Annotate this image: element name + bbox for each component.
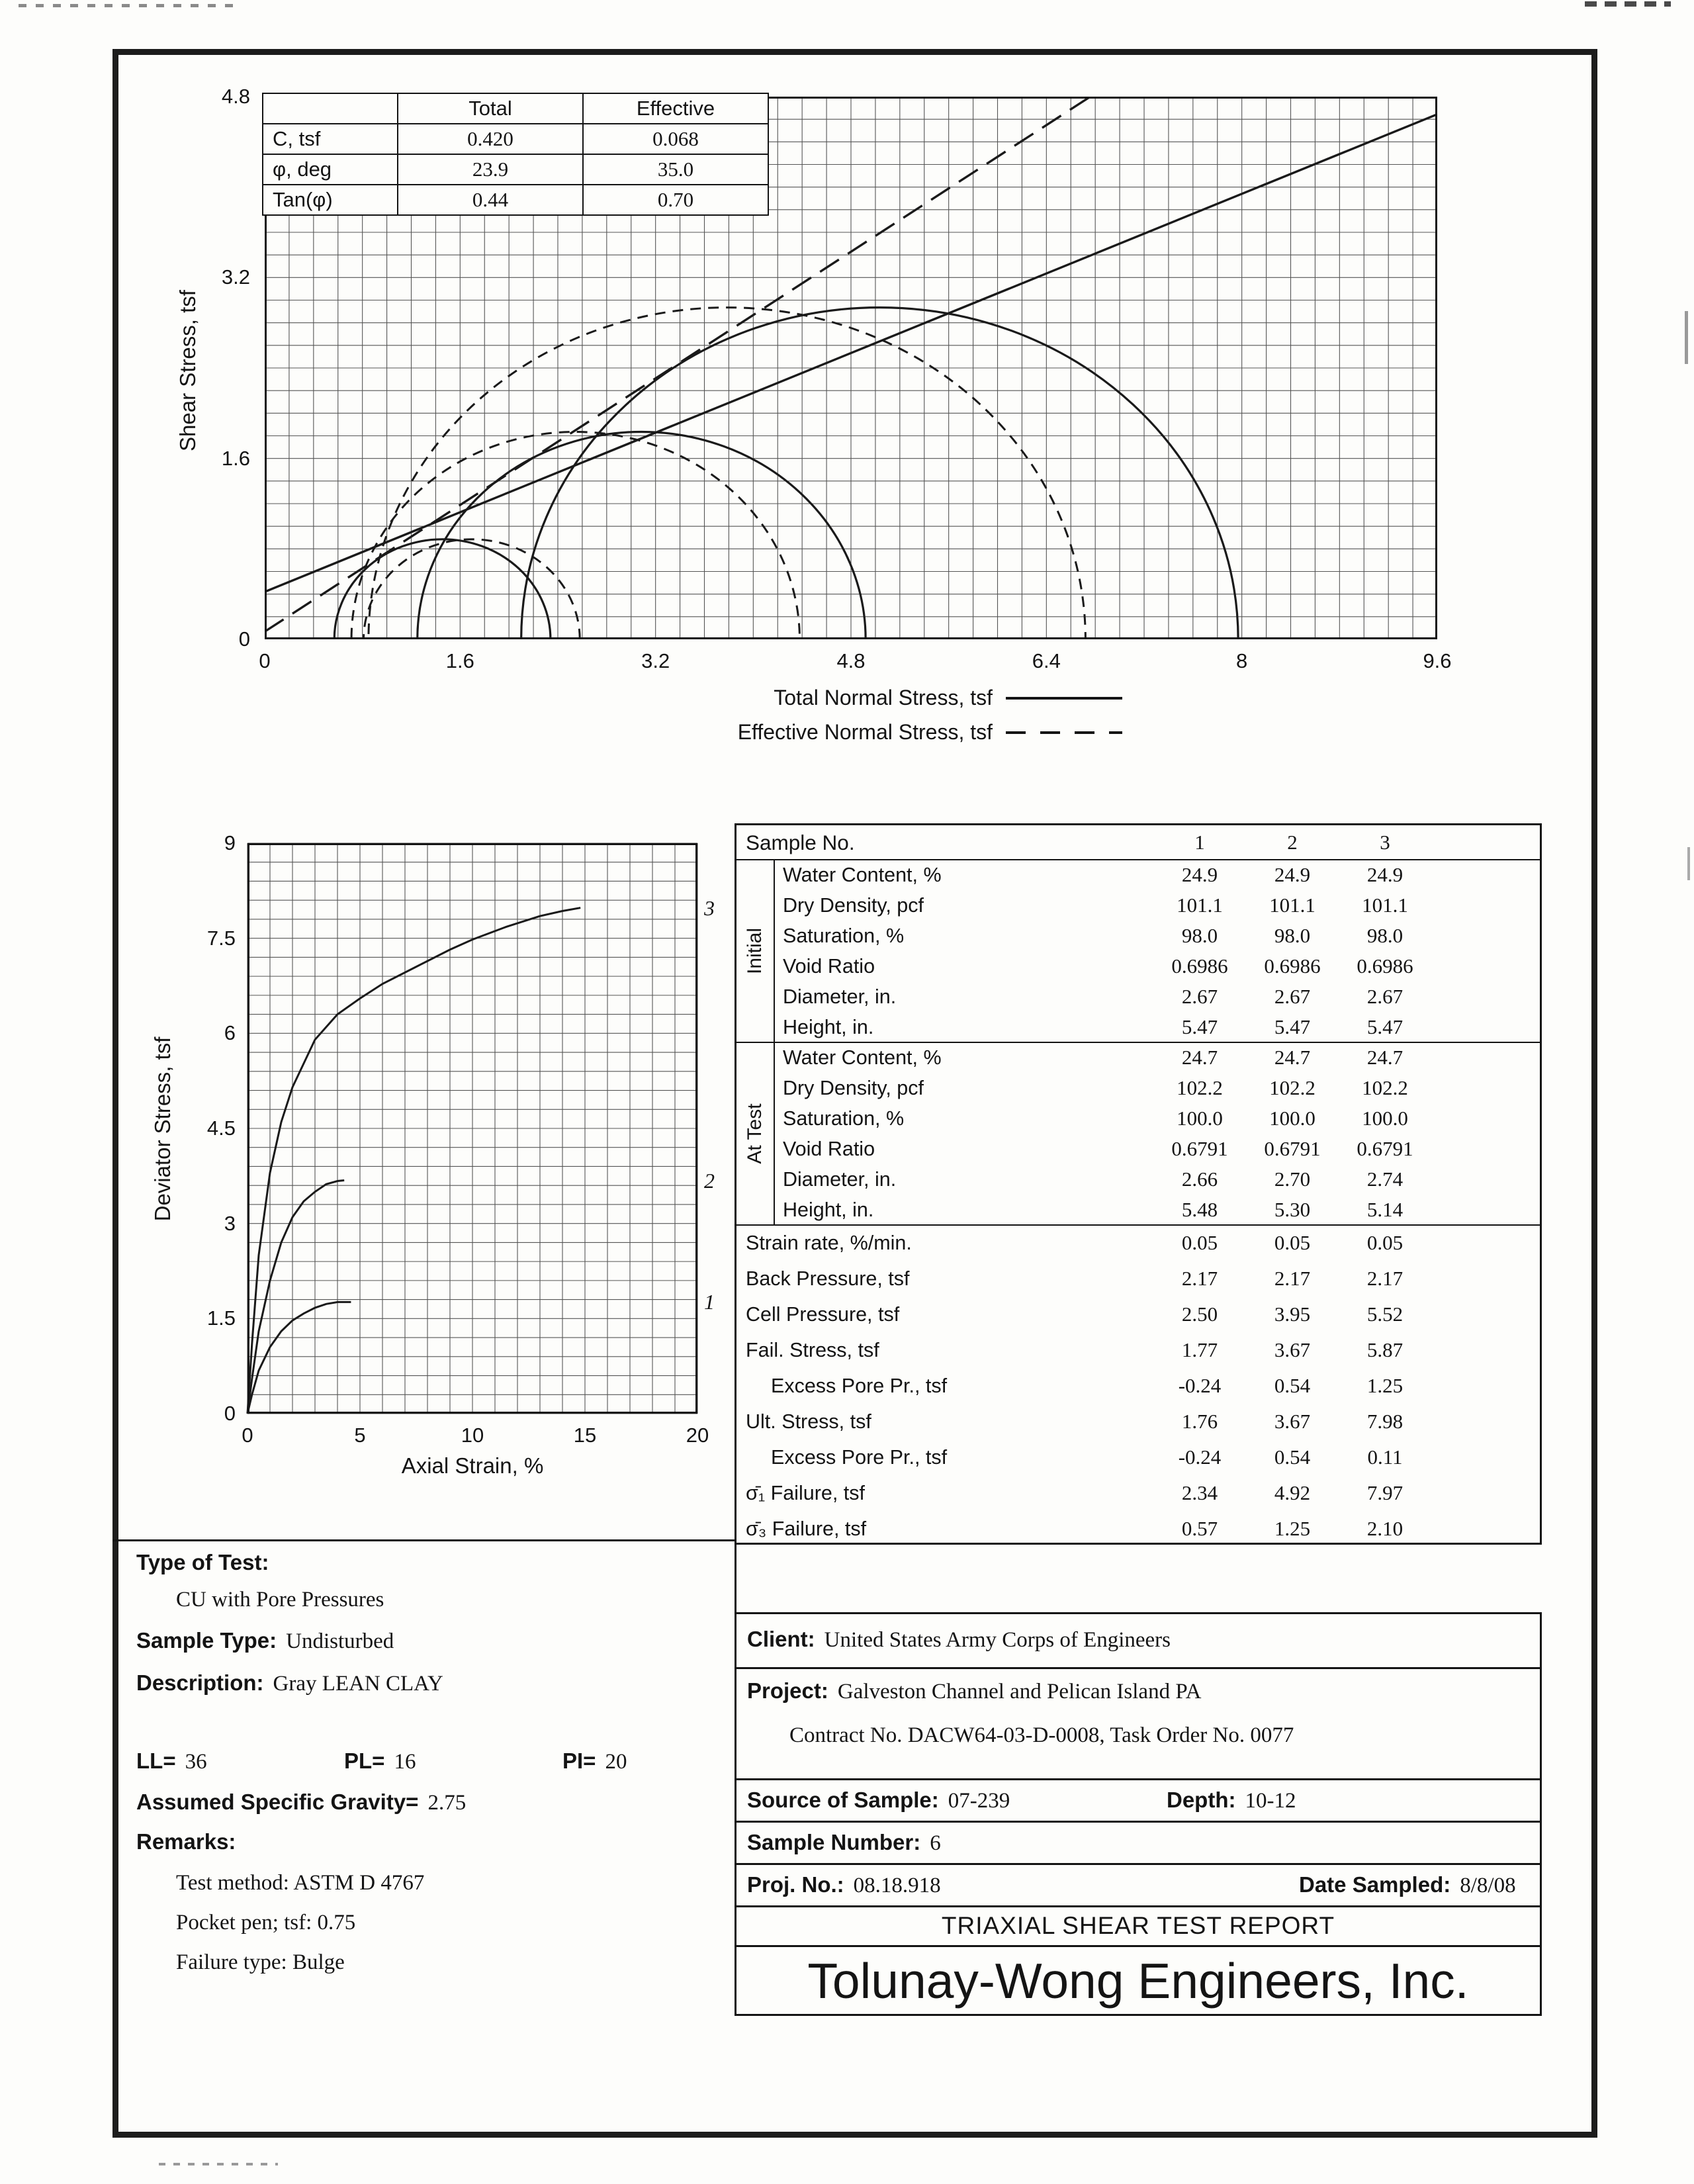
table-row xyxy=(736,1195,1540,1225)
scan-artifact xyxy=(159,2163,278,2165)
cell-value: 101.1 xyxy=(1362,893,1408,917)
specific-gravity-value: 2.75 xyxy=(427,1791,467,1815)
axis-tick-label: 0 xyxy=(259,649,271,672)
row-label: Cell Pressure, tsf xyxy=(746,1303,900,1326)
sample-number-row xyxy=(736,1821,1540,1863)
cell-value: 101.1 xyxy=(1177,893,1223,917)
depth-value: 10-12 xyxy=(1245,1789,1296,1813)
project-line xyxy=(747,1678,1201,1704)
cell-value: 0.6986 xyxy=(1357,954,1413,978)
contract-line: Contract No. DACW64-03-D-0008, Task Order No. 0077 xyxy=(789,1723,1294,1747)
row-label: Height, in. xyxy=(783,1199,874,1221)
params-header-row xyxy=(263,93,768,124)
row-label: Excess Pore Pr., tsf xyxy=(771,1375,948,1397)
cell-value: 0.57 xyxy=(1181,1517,1218,1540)
depth xyxy=(1167,1780,1296,1821)
sample-number-value: 6 xyxy=(930,1831,941,1855)
cell-value: 24.9 xyxy=(1181,863,1218,886)
table-header-row xyxy=(736,825,1540,860)
cell-value: 5.30 xyxy=(1274,1198,1311,1221)
cell-value: 24.7 xyxy=(1366,1046,1404,1069)
row-label: Diameter, in. xyxy=(783,1168,897,1191)
param-value: 35.0 xyxy=(583,154,768,185)
table-row xyxy=(736,1439,1540,1475)
legend-total xyxy=(662,680,1125,715)
source-row xyxy=(736,1778,1540,1821)
row-label: Back Pressure, tsf xyxy=(746,1267,910,1290)
cell-value: 2.34 xyxy=(1181,1481,1218,1504)
cell-value: 5.14 xyxy=(1366,1198,1404,1221)
curve-label: 1 xyxy=(704,1290,715,1314)
table-row xyxy=(736,1073,1540,1103)
stress-strain-chart xyxy=(247,843,697,1414)
client-value: United States Army Corps of Engineers xyxy=(824,1628,1171,1652)
cell-value: 0.05 xyxy=(1181,1231,1218,1254)
table-row xyxy=(736,981,1540,1012)
cell-value: 5.48 xyxy=(1181,1198,1218,1221)
project-label: Project: xyxy=(747,1678,828,1703)
axis-tick-label: 1.5 xyxy=(206,1306,236,1330)
sample-type xyxy=(136,1625,719,1657)
cell-value: 3 xyxy=(1380,831,1390,854)
axis-tick-label: 0 xyxy=(224,1402,236,1425)
stress-strain-y-axis-label: Deviator Stress, tsf xyxy=(150,1036,175,1222)
remarks-label: Remarks: xyxy=(136,1829,236,1854)
depth-label: Depth: xyxy=(1167,1788,1236,1812)
table-row xyxy=(736,1404,1540,1439)
param-value: 0.420 xyxy=(398,124,583,154)
axis-tick-label: 1.6 xyxy=(221,446,250,470)
table-row xyxy=(736,860,1540,890)
cell-value: 0.6791 xyxy=(1357,1137,1413,1160)
sample-type-label: Sample Type: xyxy=(136,1628,277,1653)
cell-value: 5.47 xyxy=(1366,1015,1404,1038)
pl-value: 16 xyxy=(394,1750,416,1774)
group-label-text: Initial xyxy=(744,927,766,975)
cell-value: 2.70 xyxy=(1274,1167,1311,1191)
param-value: 0.70 xyxy=(583,185,768,215)
params-col-effective: Effective xyxy=(583,93,768,124)
cell-value: 2.17 xyxy=(1274,1267,1311,1290)
cell-value: 24.9 xyxy=(1366,863,1404,886)
row-label: Height, in. xyxy=(783,1016,874,1038)
project-value: Galveston Channel and Pelican Island PA xyxy=(837,1680,1202,1704)
group-label-at-test xyxy=(736,1042,775,1225)
cell-value: 2.67 xyxy=(1366,985,1404,1008)
cell-value: 0.54 xyxy=(1274,1374,1311,1397)
cell-value: 0.54 xyxy=(1274,1445,1311,1469)
report-title: TRIAXIAL SHEAR TEST REPORT xyxy=(736,1905,1540,1945)
atterberg-limits xyxy=(136,1745,719,1777)
group-label-initial xyxy=(736,860,775,1042)
cell-value: 1.25 xyxy=(1274,1517,1311,1540)
axis-tick-label: 0 xyxy=(242,1424,253,1447)
axis-tick-label: 1.6 xyxy=(445,649,474,672)
cell-value: 7.98 xyxy=(1366,1410,1404,1433)
table-row xyxy=(736,951,1540,981)
sample-data-table xyxy=(735,823,1542,1545)
pi-label: PI= xyxy=(562,1749,596,1773)
cell-value: 2.50 xyxy=(1181,1302,1218,1326)
source-label: Source of Sample: xyxy=(747,1788,939,1812)
row-label: Sample No. xyxy=(746,831,855,854)
solid-line-sample xyxy=(1006,697,1122,700)
curve-label: 2 xyxy=(704,1168,715,1193)
remark-line: Test method: ASTM D 4767 xyxy=(176,1871,425,1895)
cell-value: 0.6986 xyxy=(1264,954,1321,978)
table-row xyxy=(736,1475,1540,1511)
cell-value: 5.87 xyxy=(1366,1338,1404,1361)
cell-value: 100.0 xyxy=(1177,1107,1223,1130)
params-corner-cell xyxy=(263,93,398,124)
date-sampled xyxy=(1299,1865,1516,1905)
company-name: Tolunay-Wong Engineers, Inc. xyxy=(736,1945,1540,2018)
cell-value: 5.52 xyxy=(1366,1302,1404,1326)
cell-value: 2.17 xyxy=(1181,1267,1218,1290)
param-value: 23.9 xyxy=(398,154,583,185)
axis-tick-label: 9.6 xyxy=(1423,649,1452,672)
sample-type-value: Undisturbed xyxy=(286,1629,394,1653)
row-label: Water Content, % xyxy=(783,864,942,886)
pl-label: PL= xyxy=(344,1749,385,1773)
pi-value: 20 xyxy=(605,1750,627,1774)
cell-value: 24.7 xyxy=(1181,1046,1218,1069)
axis-tick-label: 20 xyxy=(686,1424,709,1447)
cell-value: 0.6791 xyxy=(1264,1137,1321,1160)
cell-value: 4.92 xyxy=(1274,1481,1311,1504)
cell-value: 100.0 xyxy=(1362,1107,1408,1130)
cell-value: 2.67 xyxy=(1181,985,1218,1008)
remark-line: Pocket pen; tsf: 0.75 xyxy=(176,1911,356,1934)
row-label: σ̄₃ Failure, tsf xyxy=(746,1518,867,1540)
sample-number-label: Sample Number: xyxy=(747,1830,921,1854)
cell-value: 102.2 xyxy=(1362,1076,1408,1099)
params-col-total: Total xyxy=(398,93,583,124)
row-label: Ult. Stress, tsf xyxy=(746,1410,871,1433)
params-row-phi xyxy=(263,154,768,185)
curve-label: 3 xyxy=(704,895,715,920)
cell-value: 2.74 xyxy=(1366,1167,1404,1191)
legend-effective xyxy=(662,715,1125,749)
cell-value: 2.66 xyxy=(1181,1167,1218,1191)
legend-effective-label: Effective Normal Stress, tsf xyxy=(737,720,993,744)
cell-value: 0.11 xyxy=(1367,1445,1403,1469)
cell-value: 98.0 xyxy=(1274,924,1311,947)
params-row-tanphi xyxy=(263,185,768,215)
table-row xyxy=(736,1012,1540,1042)
cell-value: 2 xyxy=(1287,831,1298,854)
row-label: Excess Pore Pr., tsf xyxy=(771,1446,948,1469)
table-row xyxy=(736,1332,1540,1368)
axis-tick-label: 4.8 xyxy=(221,85,250,108)
cell-value: 1.76 xyxy=(1181,1410,1218,1433)
cell-value: 98.0 xyxy=(1366,924,1404,947)
cell-value: 2.67 xyxy=(1274,985,1311,1008)
table-row xyxy=(736,1261,1540,1297)
date-sampled-value: 8/8/08 xyxy=(1460,1874,1516,1897)
cell-value: 102.2 xyxy=(1177,1076,1223,1099)
params-row-cohesion xyxy=(263,124,768,154)
axis-tick-label: 4.5 xyxy=(206,1116,236,1140)
table-row xyxy=(736,1368,1540,1404)
group-label-text: At Test xyxy=(744,1103,766,1164)
cell-value: 0.05 xyxy=(1366,1231,1404,1254)
client-label: Client: xyxy=(747,1627,815,1651)
param-label: Tan(φ) xyxy=(263,185,398,215)
proj-no-row xyxy=(736,1863,1540,1905)
axis-tick-label: 5 xyxy=(354,1424,366,1447)
table-row xyxy=(736,1225,1540,1261)
table-row xyxy=(736,921,1540,951)
cell-value: 1.77 xyxy=(1181,1338,1218,1361)
type-of-test-label: Type of Test: xyxy=(136,1550,269,1574)
row-label: Diameter, in. xyxy=(783,985,897,1008)
scan-artifact xyxy=(19,4,237,7)
cell-value: 24.9 xyxy=(1274,863,1311,886)
description-label: Description: xyxy=(136,1670,264,1695)
legend-total-label: Total Normal Stress, tsf xyxy=(774,686,993,709)
axis-tick-label: 3.2 xyxy=(221,265,250,289)
row-label: Strain rate, %/min. xyxy=(746,1232,912,1254)
cell-value: 0.6791 xyxy=(1171,1137,1228,1160)
cell-value: 2.17 xyxy=(1366,1267,1404,1290)
cell-value: 5.47 xyxy=(1274,1015,1311,1038)
axis-tick-label: 3.2 xyxy=(641,649,670,672)
table-row xyxy=(736,1297,1540,1332)
cell-value: 98.0 xyxy=(1181,924,1218,947)
row-label: Water Content, % xyxy=(783,1046,942,1069)
specific-gravity-label: Assumed Specific Gravity= xyxy=(136,1790,419,1814)
row-label: Dry Density, pcf xyxy=(783,1077,924,1099)
cell-value: 0.6986 xyxy=(1171,954,1228,978)
param-label: φ, deg xyxy=(263,154,398,185)
ll-label: LL= xyxy=(136,1749,176,1773)
cell-value: 100.0 xyxy=(1269,1107,1315,1130)
liquid-limit xyxy=(136,1745,207,1778)
date-sampled-label: Date Sampled: xyxy=(1299,1872,1451,1897)
param-value: 0.44 xyxy=(398,185,583,215)
axis-tick-label: 7.5 xyxy=(206,926,236,950)
cell-value: 3.67 xyxy=(1274,1410,1311,1433)
scan-artifact xyxy=(1687,847,1690,880)
test-info-panel xyxy=(112,1539,736,2016)
description-value: Gray LEAN CLAY xyxy=(273,1672,443,1696)
table-row xyxy=(736,1103,1540,1134)
stress-strain-x-axis-label: Axial Strain, % xyxy=(401,1453,544,1478)
row-label: Void Ratio xyxy=(783,955,875,978)
cell-value: -0.24 xyxy=(1178,1445,1222,1469)
axis-tick-label: 3 xyxy=(224,1211,236,1235)
scan-artifact xyxy=(1685,311,1688,364)
axis-tick-label: 6 xyxy=(224,1021,236,1045)
cell-value: 2.10 xyxy=(1366,1517,1404,1540)
cell-value: 102.2 xyxy=(1269,1076,1315,1099)
client-row xyxy=(736,1614,1540,1667)
strength-parameters-table xyxy=(262,93,769,216)
remark-line: Failure type: Bulge xyxy=(176,1950,345,1974)
plasticity-index xyxy=(562,1745,627,1778)
proj-no-label: Proj. No.: xyxy=(747,1872,844,1897)
row-label: Fail. Stress, tsf xyxy=(746,1339,879,1361)
axis-tick-label: 0 xyxy=(238,627,250,651)
scan-artifact xyxy=(1585,1,1671,7)
normal-stress-legend xyxy=(662,680,1125,749)
row-label: Void Ratio xyxy=(783,1138,875,1160)
ll-value: 36 xyxy=(185,1750,207,1774)
axis-tick-label: 6.4 xyxy=(1032,649,1061,672)
source-value: 07-239 xyxy=(948,1789,1010,1813)
cell-value: 3.67 xyxy=(1274,1338,1311,1361)
cell-value: 3.95 xyxy=(1274,1302,1311,1326)
axis-tick-label: 10 xyxy=(461,1424,484,1447)
project-info-box xyxy=(735,1612,1542,2016)
cell-value: 101.1 xyxy=(1269,893,1315,917)
mohr-y-axis-label: Shear Stress, tsf xyxy=(175,290,200,451)
plastic-limit xyxy=(344,1745,416,1778)
project-row xyxy=(736,1667,1540,1778)
cell-value: 1.25 xyxy=(1366,1374,1404,1397)
cell-value: 5.47 xyxy=(1181,1015,1218,1038)
axis-tick-label: 4.8 xyxy=(836,649,866,672)
table-row xyxy=(736,1511,1540,1547)
table-row xyxy=(736,1134,1540,1164)
row-label: Dry Density, pcf xyxy=(783,894,924,917)
table-row xyxy=(736,890,1540,921)
dashed-line-sample xyxy=(1006,731,1122,734)
row-label: Saturation, % xyxy=(783,1107,905,1130)
cell-value: 1 xyxy=(1194,831,1205,854)
table-row xyxy=(736,1164,1540,1195)
proj-no-value: 08.18.918 xyxy=(853,1874,941,1897)
cell-value: 24.7 xyxy=(1274,1046,1311,1069)
axis-tick-label: 8 xyxy=(1236,649,1248,672)
axis-tick-label: 9 xyxy=(224,831,236,854)
specific-gravity xyxy=(136,1786,719,1818)
param-label: C, tsf xyxy=(263,124,398,154)
param-value: 0.068 xyxy=(583,124,768,154)
axis-tick-label: 15 xyxy=(573,1424,597,1447)
type-of-test-value: CU with Pore Pressures xyxy=(176,1588,384,1612)
cell-value: 7.97 xyxy=(1366,1481,1404,1504)
description xyxy=(136,1667,719,1699)
row-label: σ̄₁ Failure, tsf xyxy=(746,1482,865,1504)
cell-value: -0.24 xyxy=(1178,1374,1222,1397)
cell-value: 0.05 xyxy=(1274,1231,1311,1254)
table-row xyxy=(736,1042,1540,1073)
row-label: Saturation, % xyxy=(783,925,905,947)
